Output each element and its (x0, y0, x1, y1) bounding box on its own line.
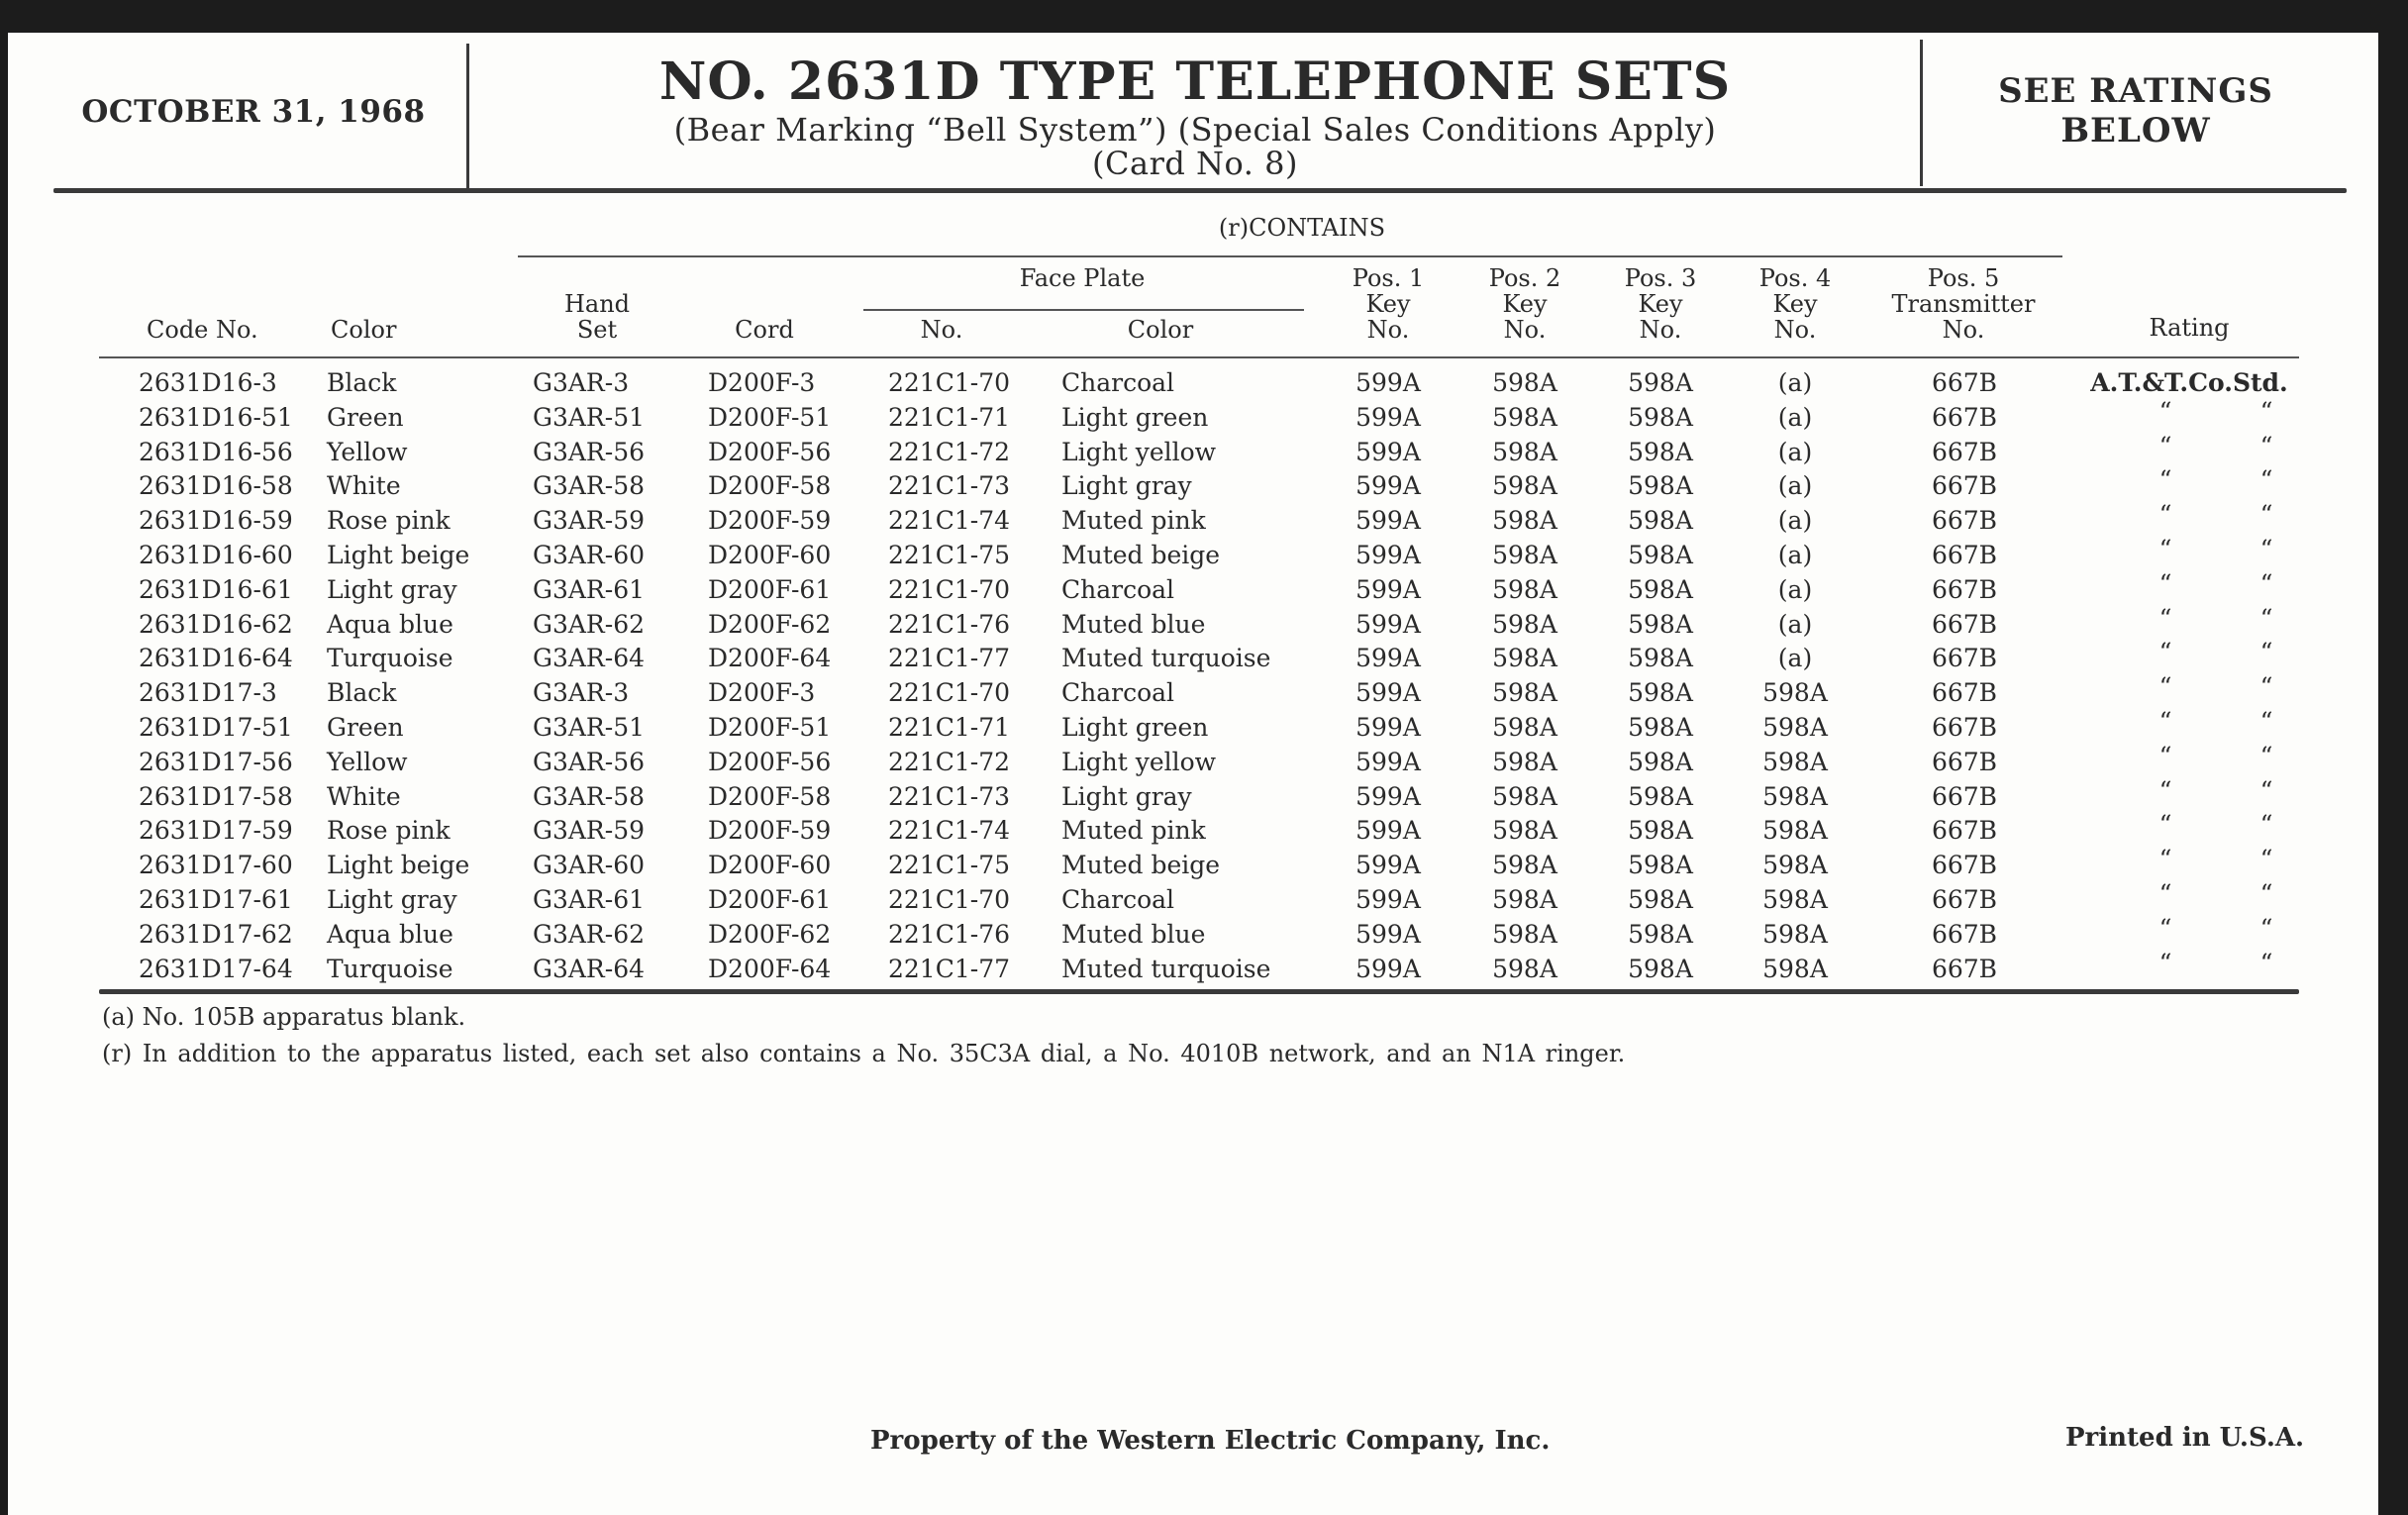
cell-pos5-transmitter: 667B (1931, 885, 1998, 914)
cell-face-plate-no: 221C1-72 (888, 747, 1011, 776)
cell-face-plate-no: 221C1-71 (888, 713, 1011, 742)
see-ratings-note (1998, 71, 2273, 151)
cell-pos1-key: 599A (1355, 954, 1421, 983)
cell-pos2-key: 598A (1492, 506, 1557, 536)
cell-pos5-transmitter: 667B (1931, 713, 1998, 742)
cell-pos4-key: 598A (1762, 851, 1828, 880)
cell-pos1-key: 599A (1355, 713, 1421, 742)
cell-pos2-key: 598A (1492, 609, 1557, 639)
cell-cord: D200F-56 (708, 437, 832, 466)
cell-face-plate-color: Light gray (1061, 781, 1192, 811)
cell-rating-ditto-left: “ (2158, 707, 2172, 736)
cell-cord: D200F-60 (708, 851, 832, 880)
col-header-hand-set (564, 291, 630, 343)
cell-rating-ditto-left: “ (2158, 638, 2172, 667)
cell-color: Turquoise (327, 954, 453, 983)
cell-color: Light gray (327, 574, 457, 604)
footer-property-notice: Property of the Western Electric Company, Inc. (870, 1426, 1551, 1456)
cell-pos1-key: 599A (1355, 747, 1421, 776)
cell-pos3-key: 598A (1628, 609, 1693, 639)
col-header-pos4-line3: No. (1773, 316, 1817, 344)
col-header-pos4-line2: Key (1772, 290, 1818, 318)
cell-code-no: 2631D16-62 (139, 609, 293, 639)
cell-pos4-key: 598A (1762, 747, 1828, 776)
cell-pos1-key: 599A (1355, 471, 1421, 501)
cell-rating-ditto-right: “ (2259, 603, 2273, 633)
cell-pos2-key: 598A (1492, 437, 1557, 466)
cell-color: Light beige (327, 851, 470, 880)
cell-face-plate-no: 221C1-74 (888, 816, 1011, 846)
cell-pos2-key: 598A (1492, 747, 1557, 776)
cell-hand-set: G3AR-56 (533, 747, 646, 776)
cell-color: Green (327, 402, 404, 432)
col-header-fp-color: Color (1127, 316, 1194, 344)
cell-color: Rose pink (327, 506, 451, 536)
cell-face-plate-no: 221C1-70 (888, 368, 1011, 397)
see-ratings-line2: BELOW (2060, 111, 2211, 151)
col-header-pos5-line3: No. (1942, 316, 1985, 344)
cell-code-no: 2631D17-56 (139, 747, 293, 776)
cell-pos4-key: 598A (1762, 885, 1828, 914)
cell-pos2-key: 598A (1492, 644, 1557, 673)
cell-face-plate-no: 221C1-76 (888, 609, 1011, 639)
cell-rating-ditto-right: “ (2259, 913, 2273, 943)
col-header-pos3 (1625, 265, 1696, 343)
cell-hand-set: G3AR-60 (533, 851, 646, 880)
cell-pos2-key: 598A (1492, 541, 1557, 569)
contains-rule (518, 255, 2062, 257)
cell-rating-ditto-left: “ (2158, 568, 2172, 598)
cell-rating-ditto-left: “ (2158, 535, 2172, 563)
cell-pos3-key: 598A (1628, 781, 1693, 811)
cell-pos5-transmitter: 667B (1931, 747, 1998, 776)
cell-pos2-key: 598A (1492, 574, 1557, 604)
cell-pos2-key: 598A (1492, 954, 1557, 983)
cell-rating-ditto-left: “ (2158, 879, 2172, 908)
cell-pos3-key: 598A (1628, 402, 1693, 432)
cell-code-no: 2631D17-61 (139, 885, 293, 914)
cell-code-no: 2631D16-64 (139, 644, 293, 673)
cell-color: Rose pink (327, 816, 451, 846)
cell-rating-ditto-left: “ (2158, 948, 2172, 977)
cell-pos1-key: 599A (1355, 851, 1421, 880)
cell-rating-ditto-left: “ (2158, 431, 2172, 460)
col-header-pos4-line1: Pos. 4 (1758, 264, 1832, 292)
header-divider-right (1920, 40, 1923, 186)
cell-pos4-key: (a) (1777, 437, 1813, 466)
cell-face-plate-no: 221C1-70 (888, 574, 1011, 604)
cell-face-plate-color: Charcoal (1061, 368, 1175, 397)
cell-cord: D200F-58 (708, 471, 832, 501)
cell-face-plate-color: Muted pink (1061, 506, 1206, 536)
cell-pos1-key: 599A (1355, 402, 1421, 432)
cell-pos1-key: 599A (1355, 368, 1421, 397)
cell-face-plate-color: Muted blue (1061, 919, 1206, 949)
cell-face-plate-color: Muted blue (1061, 609, 1206, 639)
cell-pos3-key: 598A (1628, 747, 1693, 776)
cell-rating-ditto-left: “ (2158, 810, 2172, 840)
cell-code-no: 2631D16-56 (139, 437, 293, 466)
cell-rating-ditto-right: “ (2259, 810, 2273, 840)
footer-printed-in: Printed in U.S.A. (2065, 1423, 2305, 1453)
cell-hand-set: G3AR-62 (533, 609, 646, 639)
cell-face-plate-color: Muted turquoise (1061, 644, 1271, 673)
cell-pos5-transmitter: 667B (1931, 678, 1998, 708)
cell-code-no: 2631D17-3 (139, 678, 277, 708)
cell-cord: D200F-61 (708, 885, 832, 914)
cell-hand-set: G3AR-51 (533, 713, 646, 742)
col-header-pos2 (1489, 265, 1560, 343)
cell-pos5-transmitter: 667B (1931, 368, 1998, 397)
col-header-pos5-line2: Transmitter (1891, 290, 2036, 318)
cell-code-no: 2631D16-3 (139, 368, 277, 397)
col-header-rating: Rating (2149, 314, 2230, 342)
cell-pos4-key: 598A (1762, 713, 1828, 742)
cell-color: Light gray (327, 885, 457, 914)
cell-cord: D200F-59 (708, 506, 832, 536)
cell-rating-ditto-right: “ (2259, 775, 2273, 805)
cell-pos2-key: 598A (1492, 851, 1557, 880)
cell-pos1-key: 599A (1355, 609, 1421, 639)
cell-rating: A.T.&T.Co.Std. (2090, 368, 2288, 397)
col-header-pos3-line1: Pos. 3 (1624, 264, 1697, 292)
cell-face-plate-no: 221C1-73 (888, 781, 1011, 811)
cell-hand-set: G3AR-64 (533, 954, 646, 983)
cell-face-plate-color: Charcoal (1061, 678, 1175, 708)
cell-hand-set: G3AR-61 (533, 574, 646, 604)
cell-pos5-transmitter: 667B (1931, 609, 1998, 639)
cell-pos1-key: 599A (1355, 885, 1421, 914)
col-header-pos5 (1892, 265, 2036, 343)
cell-rating-ditto-right: “ (2259, 707, 2273, 736)
cell-pos4-key: 598A (1762, 816, 1828, 846)
cell-code-no: 2631D16-59 (139, 506, 293, 536)
cell-face-plate-color: Light yellow (1061, 437, 1217, 466)
col-header-cord: Cord (735, 316, 794, 344)
cell-face-plate-color: Light green (1061, 402, 1209, 432)
col-header-pos2-line3: No. (1503, 316, 1547, 344)
cell-rating-ditto-left: “ (2158, 396, 2172, 426)
col-header-pos2-line2: Key (1502, 290, 1548, 318)
cell-code-no: 2631D16-51 (139, 402, 293, 432)
cell-hand-set: G3AR-59 (533, 816, 646, 846)
cell-pos1-key: 599A (1355, 816, 1421, 846)
cell-color: Light beige (327, 541, 470, 569)
cell-code-no: 2631D17-64 (139, 954, 293, 983)
cell-face-plate-no: 221C1-77 (888, 644, 1011, 673)
cell-pos2-key: 598A (1492, 368, 1557, 397)
cell-pos5-transmitter: 667B (1931, 471, 1998, 501)
cell-pos3-key: 598A (1628, 644, 1693, 673)
cell-face-plate-no: 221C1-72 (888, 437, 1011, 466)
cell-hand-set: G3AR-51 (533, 402, 646, 432)
cell-pos3-key: 598A (1628, 574, 1693, 604)
cell-pos3-key: 598A (1628, 678, 1693, 708)
cell-pos5-transmitter: 667B (1931, 919, 1998, 949)
cell-pos1-key: 599A (1355, 574, 1421, 604)
cell-pos4-key: (a) (1777, 471, 1813, 501)
cell-rating-ditto-right: “ (2259, 535, 2273, 563)
cell-face-plate-no: 221C1-71 (888, 402, 1011, 432)
cell-code-no: 2631D16-58 (139, 471, 293, 501)
cell-face-plate-color: Muted beige (1061, 541, 1221, 569)
col-header-pos1-line1: Pos. 1 (1352, 264, 1425, 292)
cell-face-plate-no: 221C1-70 (888, 678, 1011, 708)
cell-code-no: 2631D17-58 (139, 781, 293, 811)
cell-pos5-transmitter: 667B (1931, 781, 1998, 811)
cell-pos5-transmitter: 667B (1931, 506, 1998, 536)
cell-pos3-key: 598A (1628, 713, 1693, 742)
cell-pos2-key: 598A (1492, 816, 1557, 846)
cell-face-plate-color: Muted turquoise (1061, 954, 1271, 983)
cell-pos4-key: 598A (1762, 954, 1828, 983)
cell-code-no: 2631D16-60 (139, 541, 293, 569)
cell-pos4-key: (a) (1777, 609, 1813, 639)
cell-pos5-transmitter: 667B (1931, 644, 1998, 673)
cell-pos4-key: (a) (1777, 402, 1813, 432)
cell-color: White (327, 471, 401, 501)
cell-rating-ditto-right: “ (2259, 948, 2273, 977)
cell-face-plate-color: Charcoal (1061, 574, 1175, 604)
cell-pos4-key: 598A (1762, 781, 1828, 811)
cell-pos5-transmitter: 667B (1931, 402, 1998, 432)
col-header-pos2-line1: Pos. 2 (1488, 264, 1561, 292)
cell-cord: D200F-60 (708, 541, 832, 569)
cell-pos2-key: 598A (1492, 919, 1557, 949)
cell-cord: D200F-62 (708, 609, 832, 639)
cell-pos1-key: 599A (1355, 506, 1421, 536)
cell-face-plate-color: Light green (1061, 713, 1209, 742)
cell-rating-ditto-right: “ (2259, 741, 2273, 770)
cell-color: Aqua blue (327, 919, 453, 949)
col-header-color: Color (331, 316, 397, 344)
header-rule (53, 188, 2347, 193)
cell-code-no: 2631D17-51 (139, 713, 293, 742)
cell-pos2-key: 598A (1492, 402, 1557, 432)
cell-pos2-key: 598A (1492, 678, 1557, 708)
cell-cord: D200F-59 (708, 816, 832, 846)
col-header-pos3-line2: Key (1638, 290, 1683, 318)
cell-rating-ditto-left: “ (2158, 741, 2172, 770)
cell-pos2-key: 598A (1492, 885, 1557, 914)
cell-color: Turquoise (327, 644, 453, 673)
cell-color: Yellow (327, 437, 408, 466)
col-header-pos3-line3: No. (1639, 316, 1682, 344)
col-header-pos5-line1: Pos. 5 (1927, 264, 2000, 292)
cell-pos3-key: 598A (1628, 885, 1693, 914)
cell-rating-ditto-right: “ (2259, 465, 2273, 495)
cell-face-plate-no: 221C1-73 (888, 471, 1011, 501)
cell-hand-set: G3AR-58 (533, 471, 646, 501)
cell-pos4-key: (a) (1777, 574, 1813, 604)
cell-pos5-transmitter: 667B (1931, 954, 1998, 983)
cell-hand-set: G3AR-60 (533, 541, 646, 569)
face-plate-header: Face Plate (1019, 264, 1146, 292)
cell-pos5-transmitter: 667B (1931, 541, 1998, 569)
cell-pos4-key: (a) (1777, 644, 1813, 673)
cell-rating-ditto-left: “ (2158, 465, 2172, 495)
cell-code-no: 2631D17-62 (139, 919, 293, 949)
cell-pos1-key: 599A (1355, 919, 1421, 949)
cell-rating-ditto-right: “ (2259, 638, 2273, 667)
cell-hand-set: G3AR-3 (533, 368, 630, 397)
cell-cord: D200F-56 (708, 747, 832, 776)
contains-group-header: (r)CONTAINS (1218, 214, 1386, 242)
col-header-pos1 (1353, 265, 1424, 343)
cell-face-plate-color: Light gray (1061, 471, 1192, 501)
header-divider-left (466, 44, 469, 188)
cell-rating-ditto-right: “ (2259, 845, 2273, 874)
cell-face-plate-no: 221C1-77 (888, 954, 1011, 983)
cell-color: White (327, 781, 401, 811)
cell-pos2-key: 598A (1492, 713, 1557, 742)
col-header-pos1-line2: Key (1365, 290, 1411, 318)
cell-pos1-key: 599A (1355, 541, 1421, 569)
cell-rating-ditto-left: “ (2158, 603, 2172, 633)
cell-pos2-key: 598A (1492, 781, 1557, 811)
cell-cord: D200F-3 (708, 678, 816, 708)
cell-face-plate-no: 221C1-75 (888, 851, 1011, 880)
cell-hand-set: G3AR-59 (533, 506, 646, 536)
col-header-pos4 (1759, 265, 1831, 343)
document-subtitle: (Bear Marking “Bell System”) (Special Sales Conditions Apply) (673, 111, 1717, 149)
cell-cord: D200F-3 (708, 368, 816, 397)
cell-rating-ditto-right: “ (2259, 568, 2273, 598)
cell-pos1-key: 599A (1355, 644, 1421, 673)
cell-pos3-key: 598A (1628, 368, 1693, 397)
cell-cord: D200F-64 (708, 644, 832, 673)
cell-color: Yellow (327, 747, 408, 776)
cell-pos3-key: 598A (1628, 541, 1693, 569)
cell-pos1-key: 599A (1355, 781, 1421, 811)
col-header-pos1-line3: No. (1366, 316, 1410, 344)
cell-pos5-transmitter: 667B (1931, 851, 1998, 880)
cell-pos3-key: 598A (1628, 851, 1693, 880)
cell-code-no: 2631D16-61 (139, 574, 293, 604)
col-header-hand-set-line2: Set (576, 316, 618, 344)
cell-pos3-key: 598A (1628, 954, 1693, 983)
cell-pos4-key: 598A (1762, 919, 1828, 949)
footnote-r: (r) In addition to the apparatus listed, each set also contains a No. 35C3A dial, a No. 4010B network, and an N1A ringer. (102, 1040, 1626, 1067)
cell-rating-ditto-right: “ (2259, 879, 2273, 908)
cell-rating-ditto-left: “ (2158, 845, 2172, 874)
cell-cord: D200F-58 (708, 781, 832, 811)
cell-cord: D200F-51 (708, 713, 832, 742)
face-plate-rule (863, 309, 1304, 311)
cell-hand-set: G3AR-3 (533, 678, 630, 708)
cell-hand-set: G3AR-58 (533, 781, 646, 811)
cell-rating-ditto-right: “ (2259, 396, 2273, 426)
cell-rating-ditto-right: “ (2259, 500, 2273, 530)
cell-hand-set: G3AR-61 (533, 885, 646, 914)
cell-pos5-transmitter: 667B (1931, 437, 1998, 466)
col-header-fp-no: No. (920, 316, 963, 344)
cell-pos4-key: (a) (1777, 541, 1813, 569)
cell-pos2-key: 598A (1492, 471, 1557, 501)
cell-pos4-key: (a) (1777, 368, 1813, 397)
cell-rating-ditto-left: “ (2158, 672, 2172, 702)
cell-code-no: 2631D17-59 (139, 816, 293, 846)
cell-face-plate-no: 221C1-70 (888, 885, 1011, 914)
col-header-hand-set-line1: Hand (563, 290, 631, 318)
cell-rating-ditto-left: “ (2158, 913, 2172, 943)
cell-hand-set: G3AR-56 (533, 437, 646, 466)
document-date: OCTOBER 31, 1968 (81, 94, 426, 130)
cell-pos4-key: 598A (1762, 678, 1828, 708)
cell-face-plate-color: Light yellow (1061, 747, 1217, 776)
cell-color: Black (327, 368, 397, 397)
cell-color: Black (327, 678, 397, 708)
cell-hand-set: G3AR-62 (533, 919, 646, 949)
cell-pos1-key: 599A (1355, 437, 1421, 466)
cell-pos3-key: 598A (1628, 471, 1693, 501)
cell-face-plate-no: 221C1-74 (888, 506, 1011, 536)
cell-cord: D200F-61 (708, 574, 832, 604)
cell-face-plate-no: 221C1-76 (888, 919, 1011, 949)
cell-hand-set: G3AR-64 (533, 644, 646, 673)
table-header-rule (99, 356, 2299, 358)
cell-pos3-key: 598A (1628, 816, 1693, 846)
cell-color: Aqua blue (327, 609, 453, 639)
cell-pos3-key: 598A (1628, 437, 1693, 466)
footnote-a: (a) No. 105B apparatus blank. (102, 1003, 466, 1031)
cell-pos3-key: 598A (1628, 506, 1693, 536)
see-ratings-line1: SEE RATINGS (1998, 71, 2273, 111)
cell-face-plate-color: Charcoal (1061, 885, 1175, 914)
cell-cord: D200F-64 (708, 954, 832, 983)
cell-cord: D200F-62 (708, 919, 832, 949)
col-header-code-no: Code No. (147, 316, 258, 344)
cell-face-plate-color: Muted pink (1061, 816, 1206, 846)
cell-face-plate-color: Muted beige (1061, 851, 1221, 880)
cell-pos4-key: (a) (1777, 506, 1813, 536)
cell-pos1-key: 599A (1355, 678, 1421, 708)
table-bottom-rule (99, 989, 2299, 994)
cell-face-plate-no: 221C1-75 (888, 541, 1011, 569)
cell-rating-ditto-left: “ (2158, 775, 2172, 805)
cell-rating-ditto-right: “ (2259, 431, 2273, 460)
cell-code-no: 2631D17-60 (139, 851, 293, 880)
cell-pos5-transmitter: 667B (1931, 574, 1998, 604)
cell-rating-ditto-left: “ (2158, 500, 2172, 530)
cell-cord: D200F-51 (708, 402, 832, 432)
cell-pos3-key: 598A (1628, 919, 1693, 949)
cell-rating-ditto-right: “ (2259, 672, 2273, 702)
document-title: NO. 2631D TYPE TELEPHONE SETS (658, 51, 1732, 112)
card-number: (Card No. 8) (1092, 145, 1298, 182)
cell-color: Green (327, 713, 404, 742)
cell-pos5-transmitter: 667B (1931, 816, 1998, 846)
